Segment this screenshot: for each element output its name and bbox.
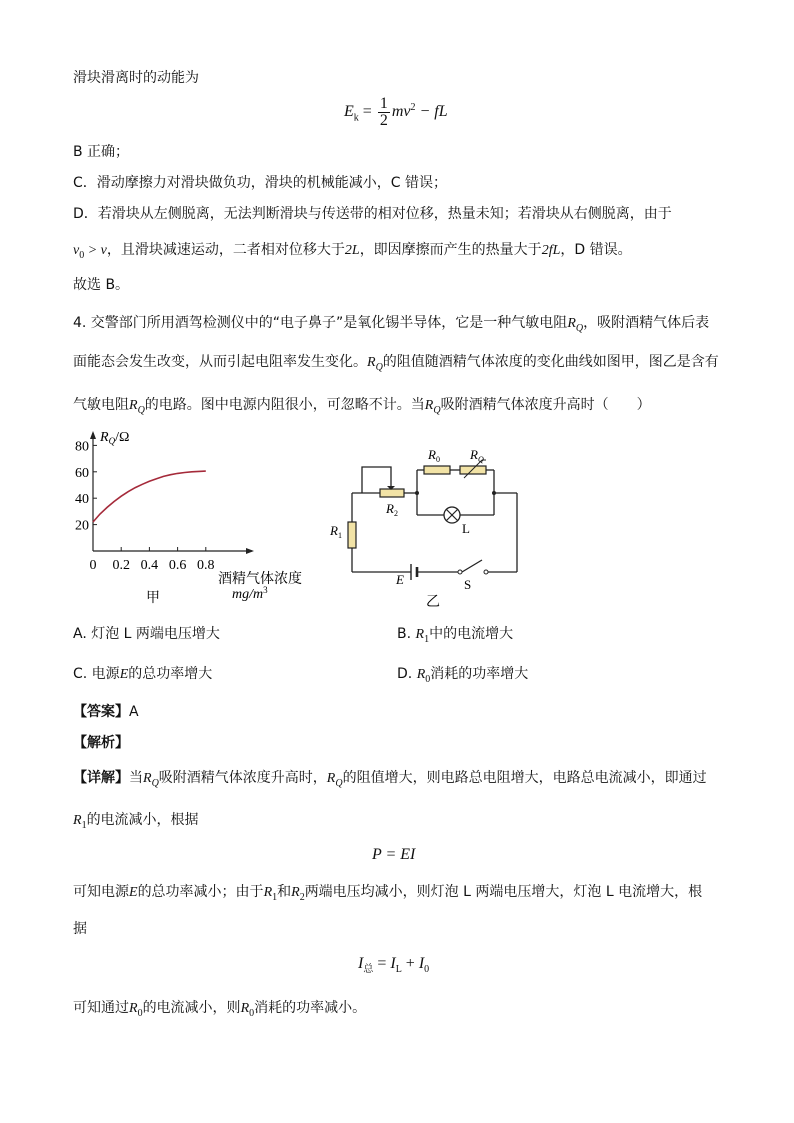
resistance-concentration-chart bbox=[60, 425, 330, 610]
option-a: A. 灯泡 L 两端电压增大 bbox=[73, 626, 220, 642]
answer-line: 【答案】A bbox=[73, 704, 139, 720]
circuit-caption: 乙 bbox=[426, 595, 440, 610]
chart-ylabel: $R_Q/\Omega$ bbox=[100, 430, 130, 446]
chart-x-tick-label: 0 bbox=[89, 558, 97, 573]
text-line: C．滑动摩擦力对滑块做负功，滑块的机械能减小，C 错误； bbox=[73, 175, 447, 191]
text-line: B 正确； bbox=[73, 144, 130, 160]
chart-x-tick-label: 0.4 bbox=[140, 558, 159, 573]
switch-label: S bbox=[464, 577, 472, 592]
chart-y-arrow bbox=[90, 431, 96, 439]
chart-x-tick-label: 0.6 bbox=[168, 558, 187, 573]
text-line: 滑块滑离时的动能为 bbox=[73, 70, 199, 86]
text-line: D．若滑块从左侧脱离，无法判断滑块与传送带的相对位移，热量未知；若滑块从右侧脱离，由于 bbox=[73, 206, 672, 222]
text-line: $v_0 > v$，且滑块减速运动，二者相对位移大于2L，即因摩擦而产生的热量大于2fL，D 错误。 bbox=[73, 242, 632, 261]
chart-x-tick-label: 0.2 bbox=[112, 558, 130, 573]
r2-resistor bbox=[380, 489, 404, 497]
chart-y-tick-label: 40 bbox=[75, 492, 89, 508]
switch-contact bbox=[484, 570, 488, 574]
chart-x-arrow bbox=[246, 548, 254, 554]
detail-line: 可知通过$R_0$的电流减小，则$R_0$消耗的功率减小。 bbox=[73, 1000, 367, 1019]
rq-label: $R_Q$ bbox=[470, 447, 484, 464]
switch-blade bbox=[462, 560, 482, 572]
circuit-diagram bbox=[320, 440, 535, 610]
chart-y-tick-label: 60 bbox=[75, 465, 89, 481]
r0-resistor bbox=[424, 466, 450, 474]
battery-label: E bbox=[396, 572, 404, 587]
detail-line: 可知电源E的总功率减小；由于$R_1$和$R_2$两端电压均减小，则灯泡 L 两端电压增大，灯泡 L 电流增大，根 bbox=[73, 884, 703, 903]
question-text: 4. 交警部门所用酒驾检测仪中的“电子鼻子”是氧化锡半导体，它是一种气敏电阻$R_Q$，吸附酒精气体后表 bbox=[73, 315, 710, 334]
switch-contact bbox=[458, 570, 462, 574]
detail-line: $R_1$的电流减小，根据 bbox=[73, 812, 199, 831]
detail-line: 【详解】当$R_Q$吸附酒精气体浓度升高时，$R_Q$的阻值增大，则电路总电阻增大，电路总电流减小，即通过 bbox=[73, 770, 707, 789]
chart-y-tick-label: 80 bbox=[75, 439, 89, 455]
question-text: 面能态会发生改变，从而引起电阻率发生变化。$R_Q$的阻值随酒精气体浓度的变化曲线如图甲，图乙是含有 bbox=[73, 354, 719, 373]
chart-xlabel: 酒精气体浓度 bbox=[218, 572, 302, 587]
chart-caption: 甲 bbox=[146, 591, 160, 606]
chart-xunit: $mg/m^3$ bbox=[232, 585, 268, 602]
rq-resistor bbox=[460, 466, 486, 474]
chart-series-line bbox=[93, 471, 206, 522]
current-formula: $I_总 = I_L + I_0$ bbox=[358, 955, 430, 976]
r2-label: $R_2$ bbox=[386, 501, 398, 518]
r0-label: $R_0$ bbox=[428, 447, 440, 464]
r1-label: $R_1$ bbox=[330, 523, 342, 540]
detail-line: 据 bbox=[73, 921, 87, 937]
option-c: C. 电源E的总功率增大 bbox=[73, 666, 213, 682]
lamp-label: L bbox=[462, 521, 470, 536]
chart-x-tick-label: 0.8 bbox=[197, 558, 215, 573]
question-text: 气敏电阻$R_Q$的电路。图中电源内阻很小，可忽略不计。当$R_Q$吸附酒精气体浓度升高时（ ） bbox=[73, 397, 651, 416]
power-formula: P = EI bbox=[372, 846, 416, 863]
chart-y-tick-label: 20 bbox=[75, 518, 89, 534]
kinetic-energy-formula: $E_k$ = $\frac{1}{2}$ $mv^2$ − fL bbox=[344, 95, 448, 129]
analysis-heading: 【解析】 bbox=[73, 735, 129, 751]
option-b: B. $R_1$中的电流增大 bbox=[397, 626, 514, 645]
option-d: D. $R_0$消耗的功率增大 bbox=[397, 666, 529, 685]
text-line: 故选 B。 bbox=[73, 277, 130, 293]
r1-resistor bbox=[348, 522, 356, 548]
